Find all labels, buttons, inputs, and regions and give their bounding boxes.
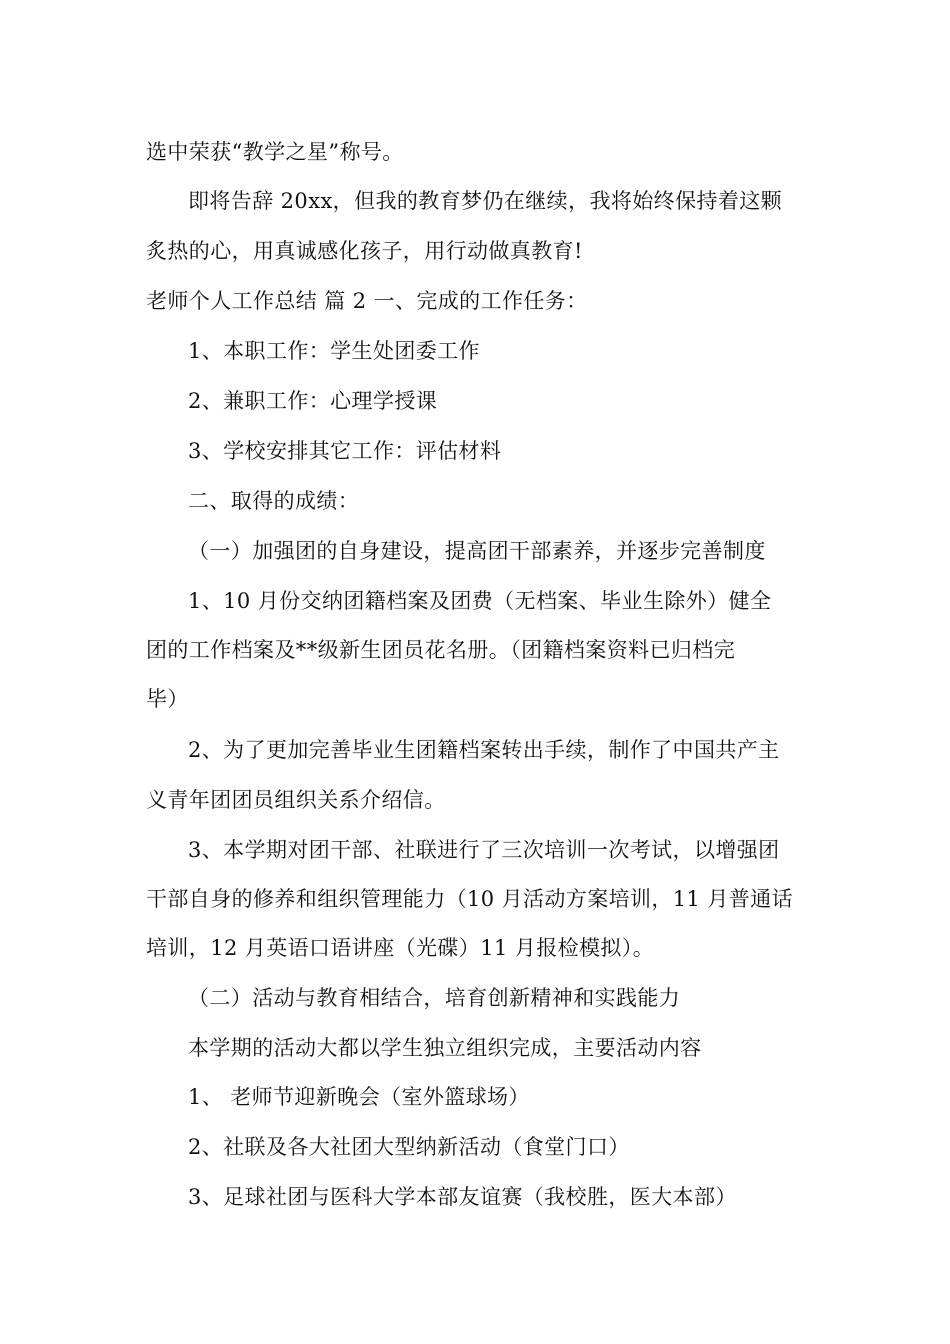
text-line-22: 3、足球社团与医科大学本部友谊赛（我校胜，医大本部） xyxy=(188,1185,737,1209)
text-line-12: 毕） xyxy=(146,687,189,711)
text-line-14: 义青年团团员组织关系介绍信。 xyxy=(146,788,446,812)
text-line-7: 3、学校安排其它工作：评估材料 xyxy=(188,439,502,463)
text-line-2: 即将告辞 20xx，但我的教育梦仍在继续，我将始终保持着这颗 xyxy=(188,189,783,213)
text-line-11: 团的工作档案及**级新生团员花名册。（团籍档案资料已归档完 xyxy=(146,638,736,662)
text-line-8: 二、取得的成绩： xyxy=(188,489,360,513)
text-line-3: 炙热的心，用真诚感化孩子，用行动做真教育! xyxy=(146,239,583,263)
text-line-21: 2、社联及各大社团大型纳新活动（食堂门口） xyxy=(188,1135,630,1159)
text-line-5: 1、本职工作：学生处团委工作 xyxy=(188,339,480,363)
text-line-17: 培训，12 月英语口语讲座（光碟）11 月报检模拟）。 xyxy=(146,936,655,960)
text-line-9: （一）加强团的自身建设，提高团干部素养，并逐步完善制度 xyxy=(188,539,766,563)
text-line-15: 3、本学期对团干部、社联进行了三次培训一次考试，以增强团 xyxy=(188,838,780,862)
text-line-1: 选中荣获“教学之星”称号。 xyxy=(146,140,404,164)
text-line-19: 本学期的活动大都以学生独立组织完成，主要活动内容 xyxy=(188,1036,702,1060)
text-line-16: 干部自身的修养和组织管理能力（10 月活动方案培训，11 月普通话 xyxy=(146,887,793,911)
text-line-18: （二）活动与教育相结合，培育创新精神和实践能力 xyxy=(188,986,681,1010)
section-heading: 老师个人工作总结 篇 2 一、完成的工作任务： xyxy=(146,289,588,313)
text-line-13: 2、为了更加完善毕业生团籍档案转出手续，制作了中国共产主 xyxy=(188,738,780,762)
text-line-10: 1、10 月份交纳团籍档案及团费（无档案、毕业生除外）健全 xyxy=(188,589,772,613)
text-line-20: 1、 老师节迎新晚会（室外篮球场） xyxy=(188,1085,530,1109)
text-line-6: 2、兼职工作：心理学授课 xyxy=(188,389,438,413)
